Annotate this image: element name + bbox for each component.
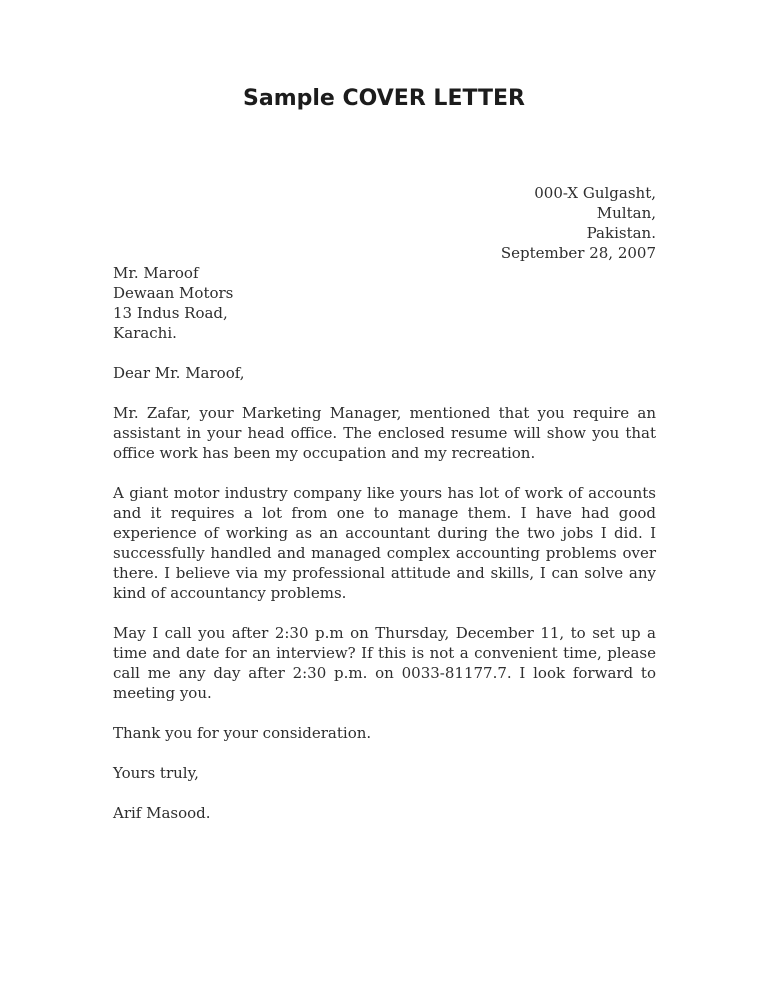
recipient-address-block <box>113 263 656 343</box>
sender-address-block <box>113 183 656 263</box>
sender-address-line: Multan, <box>596 204 656 222</box>
sender-address-line: Pakistan. <box>586 224 656 242</box>
body-paragraph: A giant motor industry company like yours has lot of work of accounts and it requires a lot from one to manage them. I have had good experience of working as an accountant during the two jobs I did. I successfully handled and managed complex accounting problems over there. I believe via my professional attitude and skills, I can solve any kind of accountancy problems. <box>113 484 656 602</box>
body-paragraphs <box>113 403 656 703</box>
body-paragraph: May I call you after 2:30 p.m on Thursday, December 11, to set up a time and date for an interview? If this is not a convenient time, please call me any day after 2:30 p.m. on 0033-81177.7. I look forward to meeting you. <box>113 624 656 702</box>
recipient-address-line: Karachi. <box>113 324 177 342</box>
sender-address-line: 000-X Gulgasht, <box>534 184 656 202</box>
thanks-line: Thank you for your consideration. <box>113 724 372 742</box>
recipient-address-line: Mr. Maroof <box>113 264 199 282</box>
closing-line: Yours truly, <box>113 764 199 782</box>
page-title: Sample COVER LETTER <box>243 86 525 111</box>
body-paragraph: Mr. Zafar, your Marketing Manager, mentioned that you require an assistant in your head office. The enclosed resume will show you that office work has been my occupation and my recreation. <box>113 404 656 462</box>
sender-address-line: September 28, 2007 <box>500 244 656 262</box>
signature-line: Arif Masood. <box>113 804 211 822</box>
letter-content <box>113 183 656 823</box>
salutation: Dear Mr. Maroof, <box>113 364 245 382</box>
recipient-address-line: 13 Indus Road, <box>113 304 228 322</box>
recipient-address-line: Dewaan Motors <box>113 284 234 302</box>
